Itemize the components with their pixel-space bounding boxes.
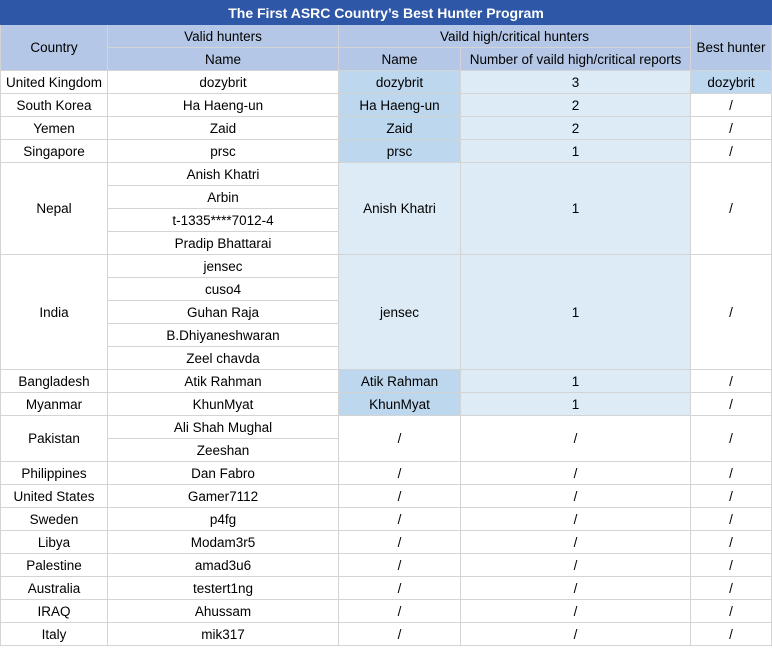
best-hunter-cell: / — [691, 531, 772, 554]
report-count-cell: / — [461, 554, 691, 577]
hunter-name-cell: amad3u6 — [108, 554, 339, 577]
hunter-name-cell: Anish Khatri — [108, 163, 339, 186]
hunter-name-cell: Ahussam — [108, 600, 339, 623]
hunter-name-cell: t-1335****7012-4 — [108, 209, 339, 232]
report-count-cell: 2 — [461, 94, 691, 117]
hunter-name-cell: Zeel chavda — [108, 347, 339, 370]
table-row — [1, 163, 772, 186]
report-count-cell: / — [461, 577, 691, 600]
header-critical-name: Name — [339, 48, 461, 71]
table-row — [1, 600, 772, 623]
hunter-name-cell: mik317 — [108, 623, 339, 646]
critical-hunter-cell: / — [339, 531, 461, 554]
report-count-cell: / — [461, 600, 691, 623]
hunter-name-cell: jensec — [108, 255, 339, 278]
header-vaild-critical-hunters: Vaild high/critical hunters — [339, 25, 691, 48]
hunter-name-cell: Modam3r5 — [108, 531, 339, 554]
critical-hunter-cell: / — [339, 485, 461, 508]
best-hunter-cell: / — [691, 370, 772, 393]
report-count-cell: 1 — [461, 163, 691, 255]
hunter-name-cell: prsc — [108, 140, 339, 163]
table-row — [1, 623, 772, 646]
report-count-cell: / — [461, 462, 691, 485]
critical-hunter-cell: KhunMyat — [339, 393, 461, 416]
hunter-name-cell: Zaid — [108, 117, 339, 140]
report-count-cell: 1 — [461, 140, 691, 163]
country-cell: Pakistan — [1, 416, 108, 462]
header-number-reports: Number of vaild high/critical reports — [461, 48, 691, 71]
best-hunter-cell: / — [691, 140, 772, 163]
country-cell: IRAQ — [1, 600, 108, 623]
report-count-cell: / — [461, 416, 691, 462]
header-valid-hunters: Valid hunters — [108, 25, 339, 48]
table-row — [1, 485, 772, 508]
country-cell: Bangladesh — [1, 370, 108, 393]
country-cell: United States — [1, 485, 108, 508]
critical-hunter-cell: / — [339, 577, 461, 600]
country-cell: United Kingdom — [1, 71, 108, 94]
hunter-name-cell: Gamer7112 — [108, 485, 339, 508]
table-title: The First ASRC Country’s Best Hunter Program — [1, 1, 772, 25]
critical-hunter-cell: Ha Haeng-un — [339, 94, 461, 117]
header-country: Country — [1, 25, 108, 71]
report-count-cell: / — [461, 508, 691, 531]
hunter-name-cell: Ha Haeng-un — [108, 94, 339, 117]
best-hunter-cell: dozybrit — [691, 71, 772, 94]
report-count-cell: 1 — [461, 370, 691, 393]
critical-hunter-cell: / — [339, 462, 461, 485]
best-hunter-cell: / — [691, 393, 772, 416]
critical-hunter-cell: Atik Rahman — [339, 370, 461, 393]
country-cell: India — [1, 255, 108, 370]
best-hunter-cell: / — [691, 485, 772, 508]
critical-hunter-cell: / — [339, 508, 461, 531]
table-row — [1, 255, 772, 278]
critical-hunter-cell: Zaid — [339, 117, 461, 140]
best-hunter-cell: / — [691, 600, 772, 623]
table-row — [1, 508, 772, 531]
country-cell: Palestine — [1, 554, 108, 577]
best-hunter-cell: / — [691, 255, 772, 370]
header-name: Name — [108, 48, 339, 71]
hunter-name-cell: Ali Shah Mughal — [108, 416, 339, 439]
table-body — [1, 71, 772, 646]
hunter-name-cell: dozybrit — [108, 71, 339, 94]
report-count-cell: / — [461, 485, 691, 508]
critical-hunter-cell: prsc — [339, 140, 461, 163]
best-hunter-cell: / — [691, 163, 772, 255]
hunter-name-cell: p4fg — [108, 508, 339, 531]
country-cell: South Korea — [1, 94, 108, 117]
country-cell: Nepal — [1, 163, 108, 255]
report-count-cell: / — [461, 531, 691, 554]
table-row — [1, 531, 772, 554]
country-cell: Myanmar — [1, 393, 108, 416]
best-hunter-cell: / — [691, 94, 772, 117]
table-row — [1, 416, 772, 439]
critical-hunter-cell: / — [339, 416, 461, 462]
country-cell: Yemen — [1, 117, 108, 140]
table-row — [1, 554, 772, 577]
hunter-name-cell: cuso4 — [108, 278, 339, 301]
best-hunter-cell: / — [691, 416, 772, 462]
hunter-name-cell: Guhan Raja — [108, 301, 339, 324]
country-cell: Singapore — [1, 140, 108, 163]
table-row — [1, 71, 772, 94]
critical-hunter-cell: / — [339, 554, 461, 577]
table-row — [1, 370, 772, 393]
hunter-name-cell: Atik Rahman — [108, 370, 339, 393]
best-hunter-cell: / — [691, 554, 772, 577]
best-hunter-cell: / — [691, 508, 772, 531]
best-hunter-cell: / — [691, 623, 772, 646]
critical-hunter-cell: / — [339, 623, 461, 646]
report-count-cell: 1 — [461, 255, 691, 370]
header-best-hunter: Best hunter — [691, 25, 772, 71]
table-row — [1, 94, 772, 117]
table-row — [1, 117, 772, 140]
table-row — [1, 462, 772, 485]
critical-hunter-cell: / — [339, 600, 461, 623]
hunter-name-cell: Pradip Bhattarai — [108, 232, 339, 255]
report-count-cell: 1 — [461, 393, 691, 416]
hunter-name-cell: Arbin — [108, 186, 339, 209]
critical-hunter-cell: Anish Khatri — [339, 163, 461, 255]
country-cell: Philippines — [1, 462, 108, 485]
table-row — [1, 140, 772, 163]
country-cell: Italy — [1, 623, 108, 646]
table-row — [1, 577, 772, 600]
critical-hunter-cell: jensec — [339, 255, 461, 370]
country-cell: Libya — [1, 531, 108, 554]
best-hunter-cell: / — [691, 577, 772, 600]
report-count-cell: 2 — [461, 117, 691, 140]
hunter-name-cell: Dan Fabro — [108, 462, 339, 485]
hunter-name-cell: B.Dhiyaneshwaran — [108, 324, 339, 347]
hunter-name-cell: Zeeshan — [108, 439, 339, 462]
critical-hunter-cell: dozybrit — [339, 71, 461, 94]
country-cell: Sweden — [1, 508, 108, 531]
table-row — [1, 393, 772, 416]
report-count-cell: 3 — [461, 71, 691, 94]
report-count-cell: / — [461, 623, 691, 646]
best-hunter-cell: / — [691, 462, 772, 485]
hunter-name-cell: KhunMyat — [108, 393, 339, 416]
hunter-name-cell: testert1ng — [108, 577, 339, 600]
best-hunter-cell: / — [691, 117, 772, 140]
country-cell: Australia — [1, 577, 108, 600]
